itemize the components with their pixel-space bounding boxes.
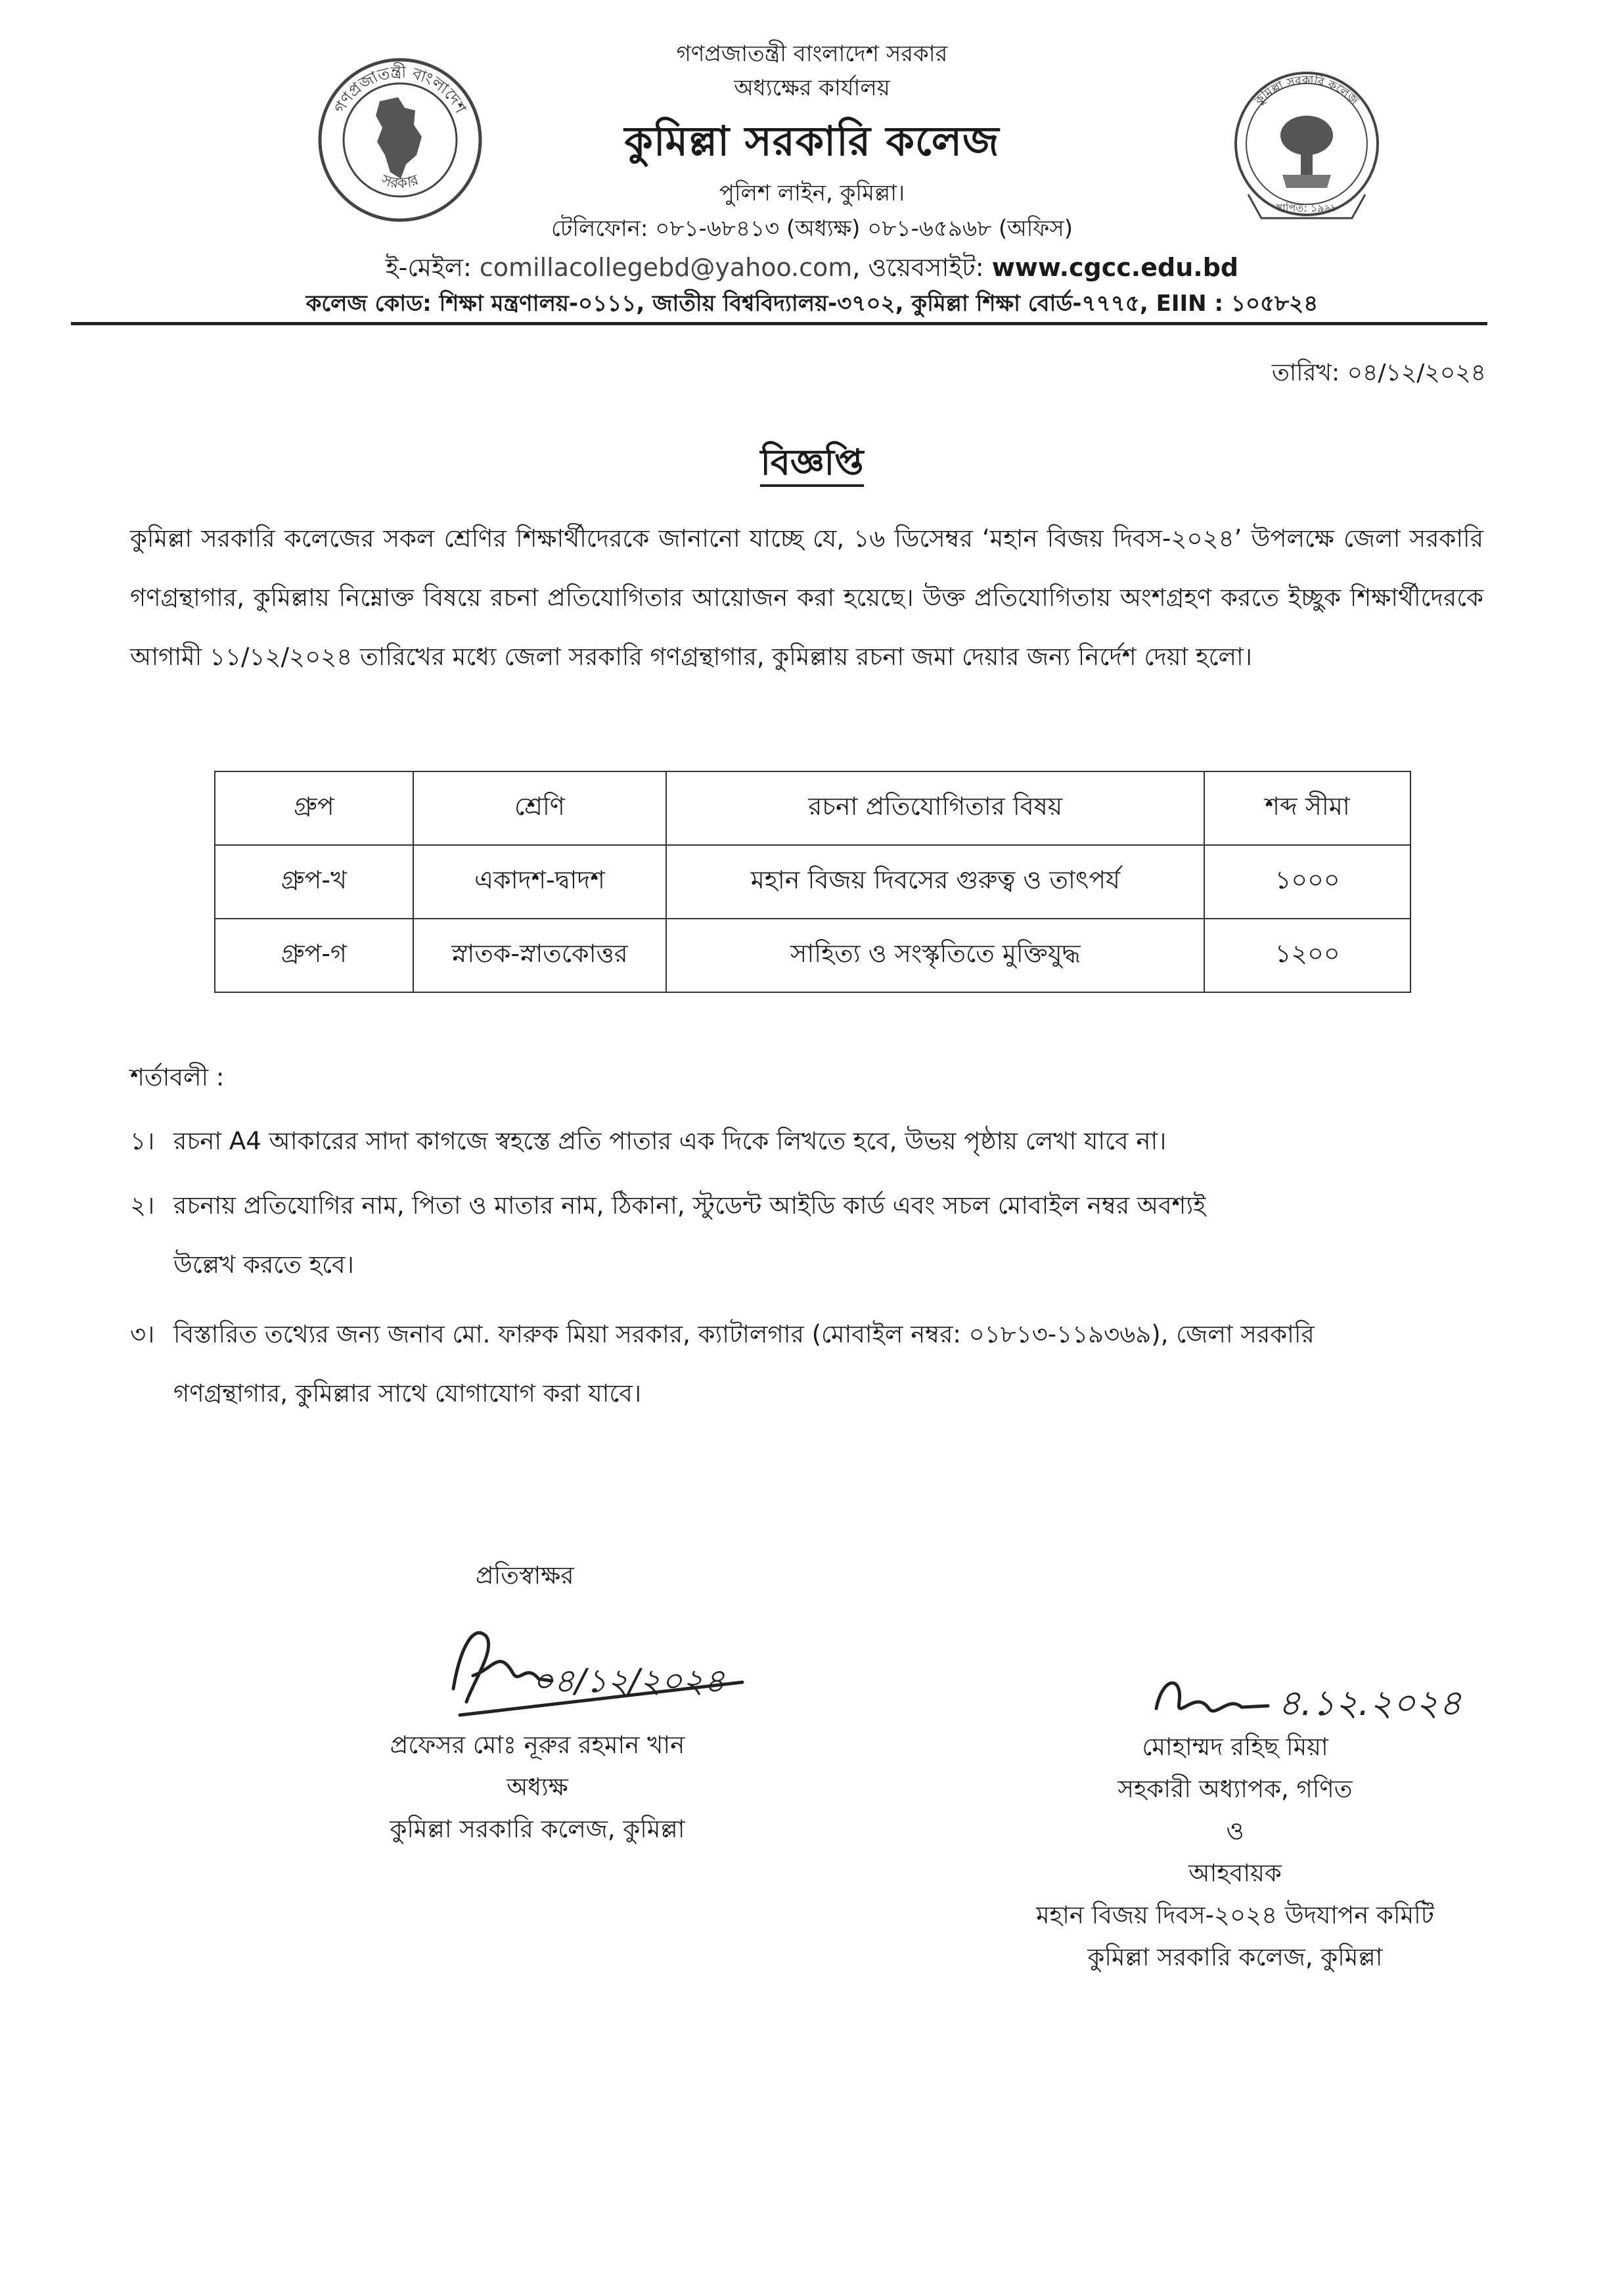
table-cell: মহান বিজয় দিবসের গুরুত্ব ও তাৎপর্য bbox=[666, 845, 1204, 919]
term-number: ২। bbox=[130, 1191, 155, 1220]
svg-text:স্থাপিত: ১৯৯৮: স্থাপিত: ১৯৯৮ bbox=[1275, 202, 1338, 214]
website-label: , ওয়েবসাইট: bbox=[852, 253, 984, 282]
countersign-label: প্রতিস্বাক্ষর bbox=[476, 1561, 574, 1590]
phone-numbers: টেলিফোন: ০৮১-৬৮৪১৩ (অধ্যক্ষ) ০৮১-৬৫৯৬৮ (অফিস) bbox=[551, 216, 1073, 242]
term-text: রচনা A4 আকারের সাদা কাগজে স্বহস্তে প্রতি পাতার এক দিকে লিখতে হবে, উভয় পৃষ্ঠায় লেখা যাবে না। bbox=[173, 1127, 1167, 1155]
principal-institution: কুমিল্লা সরকারি কলেজ, কুমিল্লা bbox=[390, 1815, 685, 1843]
table-cell: গ্রুপ-খ bbox=[215, 845, 413, 919]
table-header-cell: গ্রুপ bbox=[215, 771, 413, 845]
term-text: রচনায় প্রতিযোগির নাম, পিতা ও মাতার নাম, ঠিকানা, স্টুডেন্ট আইডি কার্ড এবং সচল মোবাইল নম্বর অবশ্যই bbox=[173, 1191, 1206, 1220]
term-item bbox=[130, 1305, 1490, 1423]
terms-heading: শর্তাবলী : bbox=[130, 1063, 225, 1091]
svg-text:০৪/১২/২০২৪: ০৪/১২/২০২৪ bbox=[532, 1662, 725, 1700]
term-number: ৩। bbox=[130, 1320, 155, 1348]
college-name: কুমিল্লা সরকারি কলেজ bbox=[624, 117, 1000, 165]
table-header-cell: শব্দ সীমা bbox=[1204, 771, 1410, 845]
table-row bbox=[215, 919, 1410, 992]
email-address: comillacollegebd@yahoo.com bbox=[479, 253, 853, 282]
table-row bbox=[215, 845, 1410, 919]
convener-block bbox=[999, 1726, 1472, 1979]
term-number: ১। bbox=[130, 1127, 155, 1155]
principal-designation: অধ্যক্ষ bbox=[507, 1773, 568, 1801]
term-item bbox=[130, 1112, 1490, 1171]
table-header-row bbox=[215, 771, 1410, 845]
convener-role: আহবায়ক bbox=[1188, 1859, 1282, 1887]
notice-title bbox=[0, 435, 1624, 494]
convener-designation: সহকারী অধ্যাপক, গণিত bbox=[1117, 1775, 1353, 1803]
table-cell: সাহিত্য ও সংস্কৃতিতে মুক্তিযুদ্ধ bbox=[666, 919, 1204, 992]
table-header-cell: শ্রেণি bbox=[413, 771, 667, 845]
convener-institution: কুমিল্লা সরকারি কলেজ, কুমিল্লা bbox=[1087, 1943, 1383, 1971]
notice-body: কুমিল্লা সরকারি কলেজের সকল শ্রেণির শিক্ষার্থীদেরকে জানানো যাচ্ছে যে, ১৬ ডিসেম্বর ‘মহান বিজয় দিবস-২০২৪’ উপলক্ষে জেলা সরকারি গণগ্রন্থাগার, কুমিল্লায় নিম্নোক্ত বিষয়ে রচনা প্রতিযোগিতার আয়োজন করা হয়েছে। উক্ত প্রতিযোগিতায় অংশগ্রহণ করতে ইচ্ছুক শিক্ষার্থীদেরকে আগামী ১১/১২/২০২৪ তারিখের মধ্যে জেলা সরকারি গণগ্রন্থাগার, কুমিল্লায় রচনা জমা দেয়ার জন্য নির্দেশ দেয়া হলো। bbox=[130, 524, 1483, 671]
principal-signature bbox=[434, 1610, 775, 1722]
website-url: www.cgcc.edu.bd bbox=[991, 253, 1239, 282]
contact-web-line bbox=[0, 248, 1624, 290]
convener-and: ও bbox=[1226, 1817, 1244, 1845]
table-cell: একাদশ-দ্বাদশ bbox=[413, 845, 667, 919]
svg-text:গণপ্রজাতন্ত্রী বাংলাদেশ: গণপ্রজাতন্ত্রী বাংলাদেশ bbox=[330, 62, 470, 116]
svg-text:৪.১২.২০২৪: ৪.১২.২০২৪ bbox=[1278, 1682, 1462, 1724]
term-text-continued: গণগ্রন্থাগার, কুমিল্লার সাথে যোগাযোগ করা যাবে। bbox=[173, 1379, 642, 1408]
principal-block bbox=[360, 1724, 715, 1850]
institution-codes: কলেজ কোড: শিক্ষা মন্ত্রণালয়-০১১১, জাতীয় বিশ্ববিদ্যালয়-৩৭০২, কুমিল্লা শিক্ষা বোর্ড-৭৭৭৫, EIIN : ১০৫৮২৪ bbox=[305, 290, 1319, 317]
table-cell: ১২০০ bbox=[1204, 919, 1410, 992]
table-cell: গ্রুপ-গ bbox=[215, 919, 413, 992]
table-header-cell: রচনা প্রতিযোগিতার বিষয় bbox=[666, 771, 1204, 845]
term-item bbox=[130, 1176, 1490, 1295]
committee-name: মহান বিজয় দিবস-২০২৪ উদযাপন কমিটি bbox=[1036, 1901, 1434, 1929]
government-name: গণপ্রজাতন্ত্রী বাংলাদেশ সরকার bbox=[676, 41, 948, 67]
term-text-continued: উল্লেখ করতে হবে। bbox=[173, 1250, 354, 1279]
svg-text:সরকার: সরকার bbox=[379, 172, 421, 193]
principal-name: প্রফেসর মোঃ নূরুর রহমান খান bbox=[390, 1731, 685, 1759]
college-address: পুলিশ লাইন, কুমিল্লা। bbox=[719, 180, 905, 206]
term-text: বিস্তারিত তথ্যের জন্য জনাব মো. ফারুক মিয়া সরকার, ক্যাটালগার (মোবাইল নম্বর: ০১৮১৩-১১৯৩৬৯), জেলা সরকারি bbox=[173, 1320, 1315, 1348]
header-divider bbox=[71, 322, 1487, 325]
table-cell: ১০০০ bbox=[1204, 845, 1410, 919]
notice-title-text: বিজ্ঞপ্তি bbox=[760, 442, 863, 487]
office-name: অধ্যক্ষের কার্যালয় bbox=[734, 75, 890, 101]
convener-name: মোহাম্মদ রহিছ মিয়া bbox=[1142, 1733, 1328, 1761]
table-cell: স্নাতক-স্নাতকোত্তর bbox=[413, 919, 667, 992]
svg-text:কুমিল্লা সরকারি কলেজ: কুমিল্লা সরকারি কলেজ bbox=[1252, 73, 1361, 108]
competition-table bbox=[214, 771, 1411, 993]
email-label: ই-মেইল: bbox=[385, 253, 472, 282]
notice-date: তারিখ: ০৪/১২/২০২৪ bbox=[1271, 359, 1486, 386]
